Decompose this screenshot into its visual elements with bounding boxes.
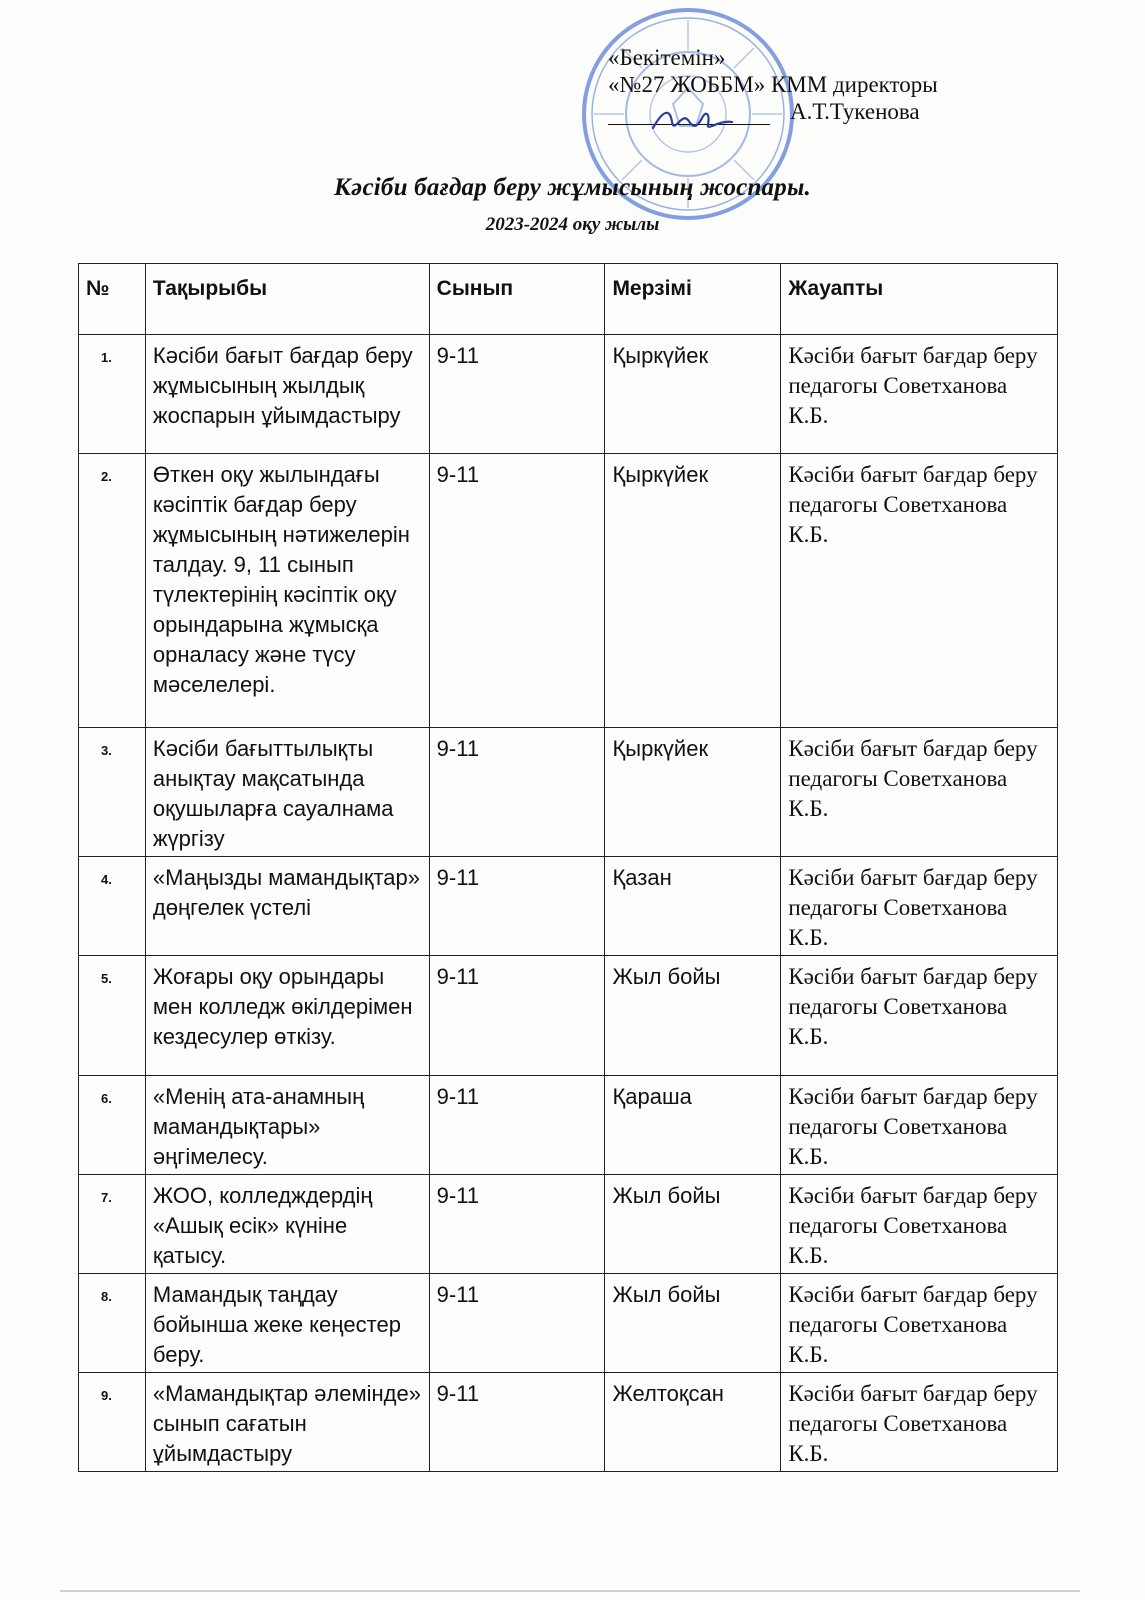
header-grade: Сынып bbox=[429, 264, 605, 335]
row-responsible: Кәсіби бағыт бағдар беру педагогы Советханова К.Б. bbox=[781, 857, 1058, 956]
row-topic: Мамандық таңдау бойынша жеке кеңестер беру. bbox=[145, 1274, 429, 1373]
row-topic: Өткен оқу жылындағы кәсіптік бағдар беру жұмысының нәтижелерін талдау. 9, 11 сынып түлектерінің кәсіптік оқу орындарына жұмысқа орналасу және түсу мәселелері. bbox=[145, 454, 429, 728]
row-topic: Кәсіби бағыттылықты анықтау мақсатында оқушыларға сауалнама жүргізу bbox=[145, 728, 429, 857]
row-term: Қыркүйек bbox=[605, 454, 781, 728]
row-grade: 9-11 bbox=[429, 1373, 605, 1472]
table-row bbox=[79, 1076, 1058, 1175]
row-grade: 9-11 bbox=[429, 454, 605, 728]
page-subtitle: 2023-2024 оқу жылы bbox=[485, 214, 660, 235]
row-number: 9. bbox=[79, 1373, 146, 1472]
table-row bbox=[79, 1175, 1058, 1274]
table-row bbox=[79, 857, 1058, 956]
header-term: Мерзімі bbox=[605, 264, 781, 335]
row-topic: «Маңызды мамандықтар» дөңгелек үстелі bbox=[145, 857, 429, 956]
row-grade: 9-11 bbox=[429, 1076, 605, 1175]
row-number: 7. bbox=[79, 1175, 146, 1274]
row-topic: «Мамандықтар әлемінде» сынып сағатын ұйымдастыру bbox=[145, 1373, 429, 1472]
row-responsible: Кәсіби бағыт бағдар беру педагогы Советханова К.Б. bbox=[781, 454, 1058, 728]
header-topic: Тақырыбы bbox=[145, 264, 429, 335]
row-term: Жыл бойы bbox=[605, 1175, 781, 1274]
row-responsible: Кәсіби бағыт бағдар беру педагогы Советханова К.Б. bbox=[781, 335, 1058, 454]
director-name: А.Т.Тукенова bbox=[790, 99, 920, 124]
row-grade: 9-11 bbox=[429, 956, 605, 1076]
row-number: 2. bbox=[79, 454, 146, 728]
row-term: Жыл бойы bbox=[605, 956, 781, 1076]
row-responsible: Кәсіби бағыт бағдар беру педагогы Советханова К.Б. bbox=[781, 956, 1058, 1076]
row-term: Қыркүйек bbox=[605, 335, 781, 454]
scan-edge-divider bbox=[60, 1590, 1080, 1592]
table-row bbox=[79, 335, 1058, 454]
approval-position: «№27 ЖОББМ» КММ директоры bbox=[608, 72, 938, 97]
row-grade: 9-11 bbox=[429, 1274, 605, 1373]
row-responsible: Кәсіби бағыт бағдар беру педагогы Советханова К.Б. bbox=[781, 1175, 1058, 1274]
table-row bbox=[79, 728, 1058, 857]
row-responsible: Кәсіби бағыт бағдар беру педагогы Советханова К.Б. bbox=[781, 1373, 1058, 1472]
table-row bbox=[79, 1373, 1058, 1472]
row-number: 8. bbox=[79, 1274, 146, 1373]
handwritten-signature-icon bbox=[648, 100, 738, 140]
row-grade: 9-11 bbox=[429, 728, 605, 857]
row-number: 4. bbox=[79, 857, 146, 956]
table-row bbox=[79, 956, 1058, 1076]
row-topic: Кәсіби бағыт бағдар беру жұмысының жылдық жоспарын ұйымдастыру bbox=[145, 335, 429, 454]
row-term: Желтоқсан bbox=[605, 1373, 781, 1472]
row-responsible: Кәсіби бағыт бағдар беру педагогы Советханова К.Б. bbox=[781, 728, 1058, 857]
row-number: 1. bbox=[79, 335, 146, 454]
row-grade: 9-11 bbox=[429, 1175, 605, 1274]
row-term: Жыл бойы bbox=[605, 1274, 781, 1373]
table-header-row bbox=[79, 264, 1058, 335]
row-grade: 9-11 bbox=[429, 857, 605, 956]
approval-heading: «Бекітемін» bbox=[608, 45, 726, 70]
row-number: 3. bbox=[79, 728, 146, 857]
table-row bbox=[79, 454, 1058, 728]
row-grade: 9-11 bbox=[429, 335, 605, 454]
table-row bbox=[79, 1274, 1058, 1373]
row-topic: Жоғары оқу орындары мен колледж өкілдерімен кездесулер өткізу. bbox=[145, 956, 429, 1076]
header-number: № bbox=[79, 264, 146, 335]
row-term: Қазан bbox=[605, 857, 781, 956]
row-term: Қыркүйек bbox=[605, 728, 781, 857]
row-topic: ЖОО, колледждердің «Ашық есік» күніне қатысу. bbox=[145, 1175, 429, 1274]
row-term: Қараша bbox=[605, 1076, 781, 1175]
row-responsible: Кәсіби бағыт бағдар беру педагогы Советханова К.Б. bbox=[781, 1274, 1058, 1373]
row-number: 5. bbox=[79, 956, 146, 1076]
row-number: 6. bbox=[79, 1076, 146, 1175]
page-title: Кәсіби бағдар беру жұмысының жоспары. bbox=[334, 174, 811, 201]
plan-table bbox=[78, 263, 1058, 1472]
row-responsible: Кәсіби бағыт бағдар беру педагогы Советханова К.Б. bbox=[781, 1076, 1058, 1175]
row-topic: «Менің ата-анамның мамандықтары» әңгімелесу. bbox=[145, 1076, 429, 1175]
header-responsible: Жауапты bbox=[781, 264, 1058, 335]
